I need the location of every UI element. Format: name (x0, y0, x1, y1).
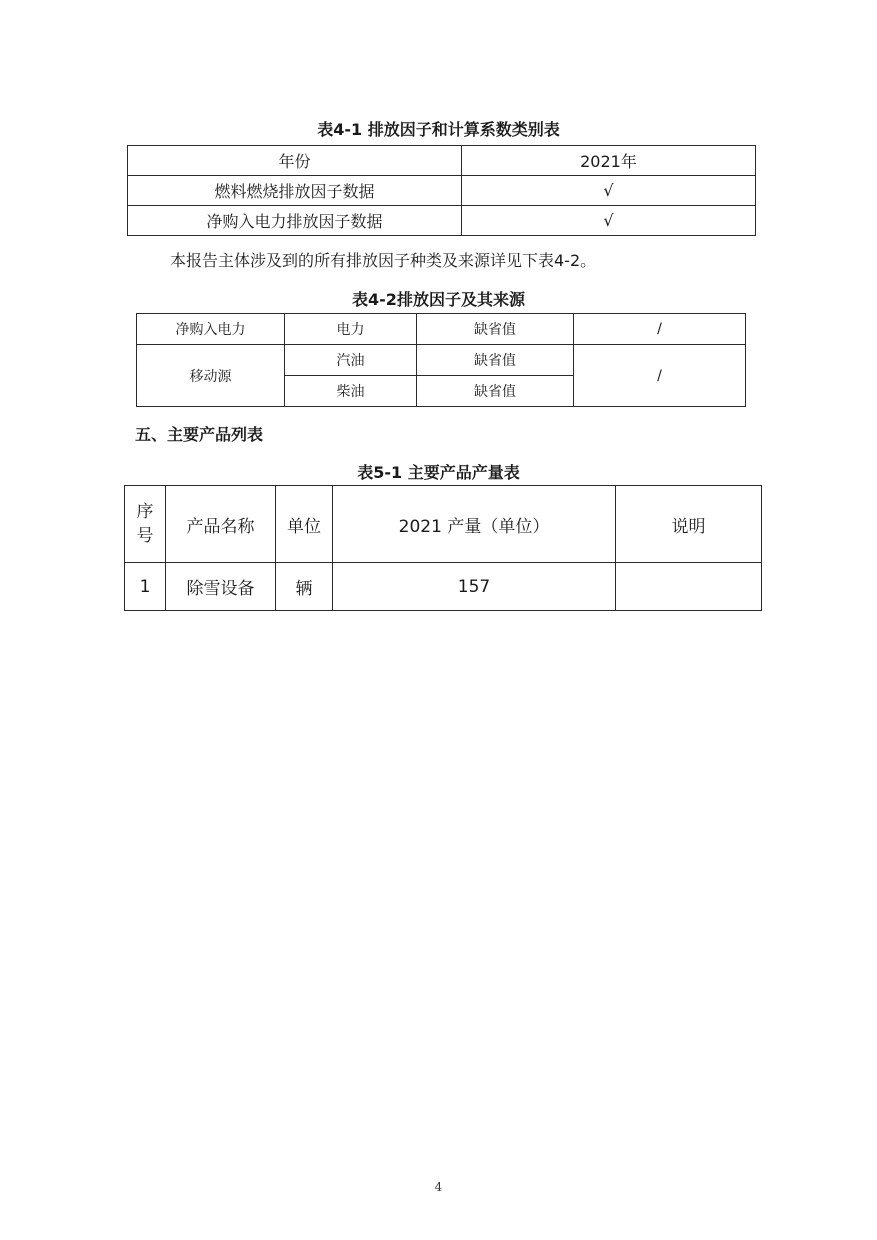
column-header-output: 2021 产量（单位） (333, 486, 616, 563)
table-cell: 年份 (128, 146, 462, 176)
table-cell (616, 563, 762, 611)
table-row (137, 314, 746, 345)
emission-factor-source-table (136, 313, 746, 407)
table-header-row (125, 486, 762, 563)
table-row (137, 345, 746, 376)
table-row (128, 206, 756, 236)
table-row (128, 146, 756, 176)
column-header-remark: 说明 (616, 486, 762, 563)
table-cell: 电力 (285, 314, 417, 345)
table-cell: 移动源 (137, 345, 285, 407)
column-header-unit: 单位 (276, 486, 333, 563)
table-cell: 2021年 (462, 146, 756, 176)
column-header-name: 产品名称 (166, 486, 276, 563)
table-cell: 净购入电力 (137, 314, 285, 345)
table-cell: 157 (333, 563, 616, 611)
section-heading: 五、主要产品列表 (135, 425, 264, 444)
table-cell: 柴油 (285, 376, 417, 407)
body-paragraph: 本报告主体涉及到的所有排放因子种类及来源详见下表4-2。 (170, 251, 597, 270)
table-cell: 燃料燃烧排放因子数据 (128, 176, 462, 206)
table-4-2-caption: 表4-2排放因子及其来源 (352, 290, 525, 309)
table-4-1-caption: 表4-1 排放因子和计算系数类别表 (317, 120, 560, 139)
table-cell: / (574, 314, 746, 345)
table-cell: 辆 (276, 563, 333, 611)
emission-factor-category-table (127, 145, 756, 236)
page-number: 4 (434, 1180, 443, 1194)
table-cell: / (574, 345, 746, 407)
table-cell: 净购入电力排放因子数据 (128, 206, 462, 236)
table-cell: 缺省值 (417, 376, 574, 407)
table-cell: √ (462, 176, 756, 206)
seq-header-line-1: 序 (136, 502, 154, 522)
column-header-seq (125, 486, 166, 563)
table-row (128, 176, 756, 206)
table-cell: 缺省值 (417, 345, 574, 376)
table-cell: 缺省值 (417, 314, 574, 345)
table-5-1-caption: 表5-1 主要产品产量表 (357, 463, 520, 482)
table-cell: 1 (125, 563, 166, 611)
table-cell: √ (462, 206, 756, 236)
main-products-table (124, 485, 762, 611)
table-row (125, 563, 762, 611)
table-cell: 汽油 (285, 345, 417, 376)
table-cell: 除雪设备 (166, 563, 276, 611)
seq-header-line-2: 号 (136, 526, 154, 546)
